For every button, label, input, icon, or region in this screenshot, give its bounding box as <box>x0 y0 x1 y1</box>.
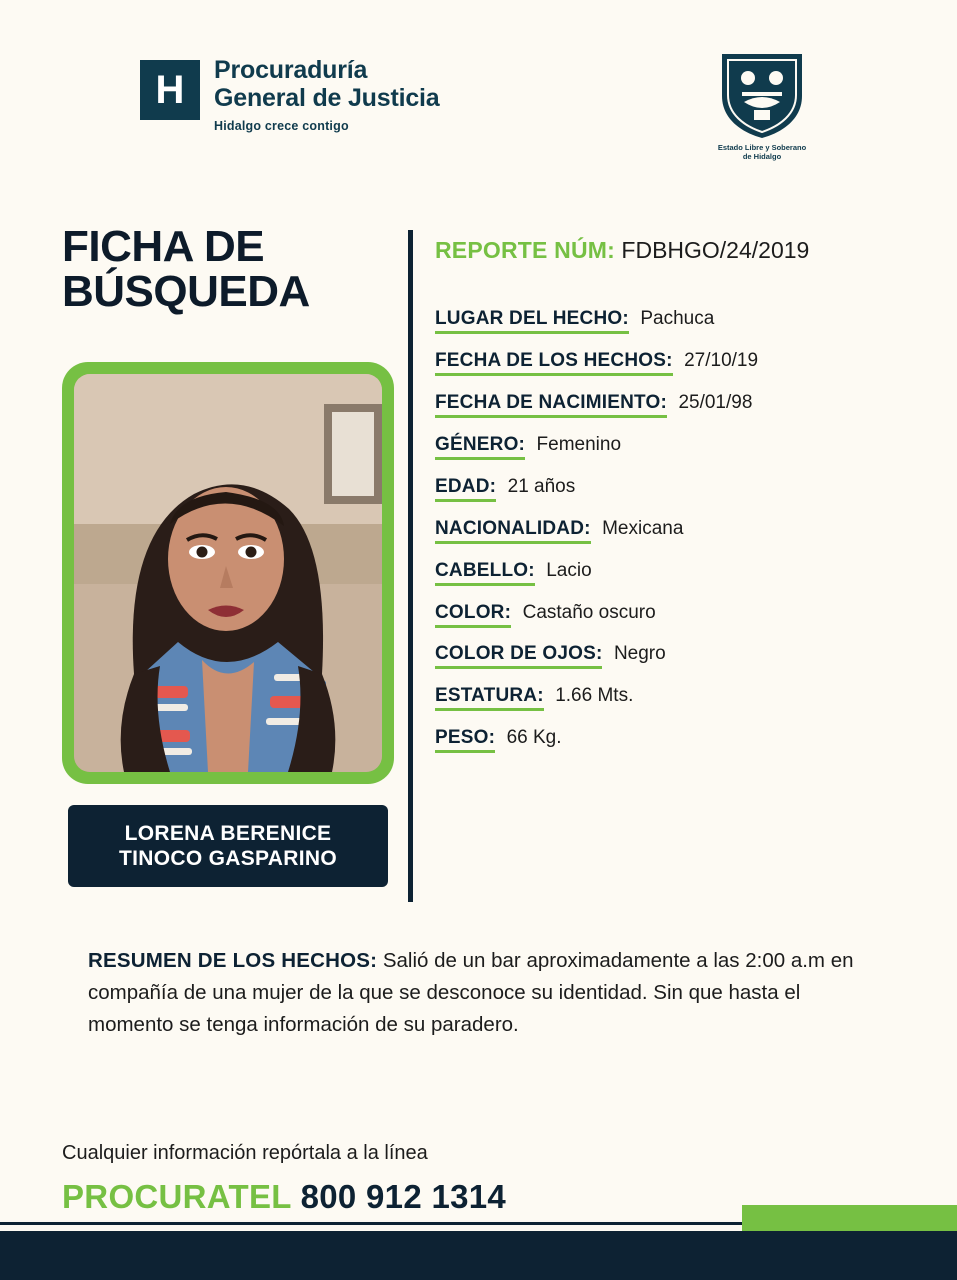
vertical-divider <box>408 230 413 902</box>
hotline-brand: PROCURATEL <box>62 1178 292 1215</box>
field-value: 21 años <box>507 475 576 497</box>
field-label: PESO: <box>435 727 495 753</box>
field-label: CABELLO: <box>435 560 535 586</box>
field-label: FECHA DE NACIMIENTO: <box>435 392 667 418</box>
field-value: Castaño oscuro <box>522 601 656 623</box>
field-row-peso <box>435 728 935 749</box>
seal-caption-line-1: Estado Libre y Soberano <box>717 143 807 152</box>
field-row-edad <box>435 477 935 498</box>
report-number-label: REPORTE NÚM: <box>435 237 616 263</box>
field-row-cabello <box>435 561 935 582</box>
seal-caption-line-2: de Hidalgo <box>742 152 782 162</box>
report-number-row <box>435 238 935 263</box>
field-value: Pachuca <box>640 308 715 330</box>
field-row-fecha-de-los-hechos <box>435 351 935 372</box>
field-label: COLOR: <box>435 602 511 628</box>
field-row-fecha-de-nacimiento <box>435 393 935 414</box>
details-panel <box>435 238 935 770</box>
poster-header <box>0 48 957 162</box>
person-name-line-1: LORENA BERENICE <box>124 821 332 845</box>
field-row-color <box>435 603 935 624</box>
footer-dark-block <box>0 1231 957 1280</box>
report-number-value: FDBHGO/24/2019 <box>621 237 810 263</box>
shield-icon <box>714 48 810 140</box>
pgj-logo-mark-icon <box>140 60 200 120</box>
field-value: Negro <box>613 643 666 665</box>
org-name-line-2: General de Justicia <box>214 84 440 112</box>
field-value: 27/10/19 <box>684 350 759 372</box>
field-value: Lacio <box>546 559 592 581</box>
person-photo <box>74 374 382 772</box>
field-value: 25/01/98 <box>678 392 753 414</box>
footer-note: Cualquier información repórtala a la línea <box>62 1142 428 1164</box>
field-row-estatura <box>435 686 935 707</box>
seal-caption <box>697 143 827 162</box>
org-name-line-1: Procuraduría <box>214 56 368 84</box>
field-row-genero <box>435 435 935 456</box>
field-label: FECHA DE LOS HECHOS: <box>435 350 673 376</box>
field-label: LUGAR DEL HECHO: <box>435 308 629 334</box>
pgj-logo <box>140 56 439 133</box>
summary-label: RESUMEN DE LOS HECHOS: <box>88 949 378 972</box>
field-value: Mexicana <box>602 517 684 539</box>
hotline-number: 800 912 1314 <box>300 1178 507 1215</box>
field-label: GÉNERO: <box>435 434 525 460</box>
field-row-color-de-ojos <box>435 644 935 665</box>
field-label: EDAD: <box>435 476 496 502</box>
pgj-logo-text <box>214 56 439 133</box>
footer-hotline <box>62 1178 506 1216</box>
field-value: 66 Kg. <box>506 727 562 749</box>
page-title: FICHA DE BÚSQUEDA <box>62 222 310 316</box>
person-name-line-2: TINOCO GASPARINO <box>119 847 337 870</box>
person-name-plate <box>68 805 388 887</box>
summary-text: Salió de un bar aproximadamente a las 2:00 a.m en compañía de una mujer de la que se desconoce su identidad. Sin que hasta el momento se tenga información de su paradero. <box>88 949 854 1036</box>
incident-summary <box>88 945 878 1040</box>
field-value: Femenino <box>536 433 622 455</box>
org-tagline: Hidalgo crece contigo <box>214 119 349 133</box>
pgj-logo-letter: H <box>155 68 185 112</box>
field-row-nacionalidad <box>435 519 935 540</box>
photo-frame <box>62 362 394 784</box>
field-label: COLOR DE OJOS: <box>435 643 602 669</box>
field-label: NACIONALIDAD: <box>435 518 591 544</box>
hidalgo-state-seal <box>697 48 827 162</box>
field-row-lugar-del-hecho <box>435 309 935 330</box>
field-label: ESTATURA: <box>435 685 544 711</box>
field-value: 1.66 Mts. <box>555 685 634 707</box>
